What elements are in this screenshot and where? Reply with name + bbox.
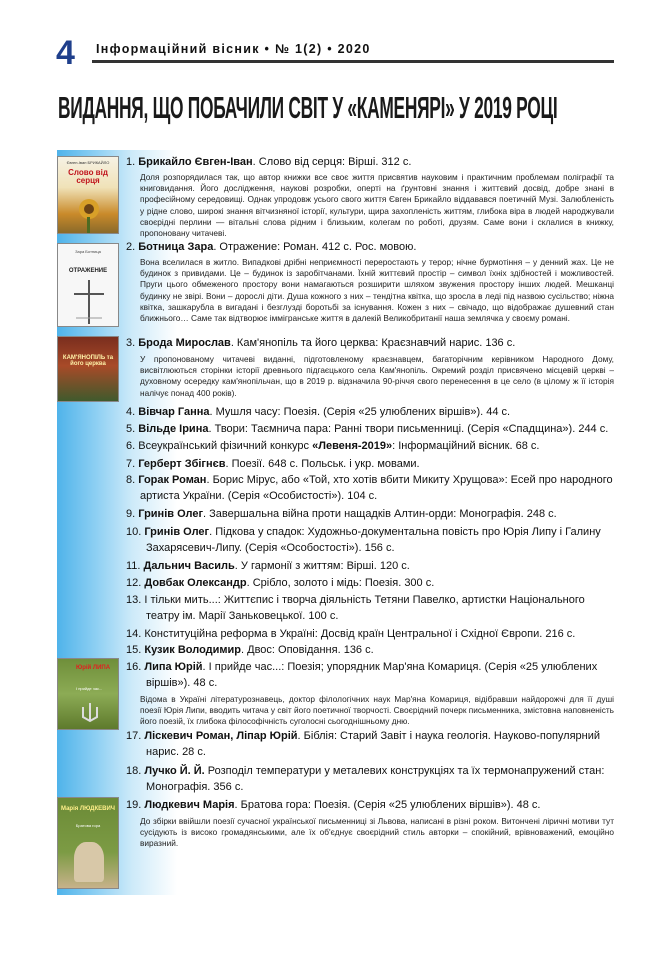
cover-author: Марія ЛЮДКЕВИЧ [61,806,115,812]
entry-2: 2. Ботница Зара. Отражение: Роман. 412 с. Рос. мовою. [126,241,417,253]
annotation-3: У пропонованому читачеві виданні, підготовленому краєзнавцем, багаторічним керівником Народного Дому, висвітлюються сторінки історії древнього підгаєцького села Кам'янопіль. Окремий розділ присвячено місцевій церкві – духовному осередку кам'янопільчан, що в 2019 р. відзначила 90-річчя свого перенесення в це село (в цілому ж її історія налічує понад 400 років). [140,354,614,398]
entry-3: 3. Брода Мирослав. Кам'янопіль та його церква: Краєзнавчий нарис. 136 с. [126,337,516,349]
journal-title: Інформаційний вісник • № 1(2) • 2020 [96,42,371,56]
cover-title: Слово від серця [68,168,108,186]
annotation-1: Доля розпорядилася так, що автор книжки все своє життя присвятив науковим і практичним проблемам поліграфії та книговидання. Його дослідження, наукові розробки, оперті на ґрунтовні знання і життєвий досвід, добре знані в професійному середовищі. Однак упродовж усього свого життя Євген Брикайло віддавався поетичній Музі. Залюбленість у рідне слово, широкі знання вітчизняної історії, культури, щира захопленість життям, глибока віра в людей народжували своєрідні перлини — вітальні слова рідним і близьким, колегам по роботі, друзям. Саме вони і склалися в книжку, пропоновану читачеві. [140,172,614,239]
book-cover-2 [57,243,119,327]
entry-7: 7. Герберт Збігнєв. Поезії. 648 с. Польськ. і укр. мовами. [126,458,420,470]
entry-13: 13. І тільки мить...: Життєпис і творча діяльність Тетяни Павелко, артистки Національного театру ім. Марії Заньковецької. 100 с. [126,594,585,622]
annotation-2: Вона вселилася в житло. Випадкові дрібні неприємності переростають у терор; нічне бурмотіння – у денний жах. Це не будинок з привидами. Це – будинок із заробітчанами. Їхній життєвий простір – символ їхніх здібностей і можливостей. Пруги цього обмеженого простору вони намагаються розширити шляхом звужения простору інших людей. Мешканці будинку не звірі. Вони – дорослі діти. Душа кожного з них – тендітна квітка, що зросла в леді під назвою сусільство; ніжна квітка, зашкарубла в вигадані і безглузді боротьбі за існування. Кожен з них – свічадо, що відображає душевний стан ближнього… Саме так відтворює іммігранське життя в далекій Великобританії наша землячка у своєму романі. [140,257,614,324]
book-cover-5 [57,797,119,889]
portrait-image [74,842,104,882]
entry-16: 16. Липа Юрій. І прийде час...: Поезія; упорядник Мар'яна Комариця. (Серія «25 улюблених віршів»). 48 с. [126,661,598,689]
entry-6: 6. Всеукраїнський фізичний конкурс «Левеня-2019»: Інформаційний вісник. 68 с. [126,440,540,452]
trident-emblem-icon [78,701,102,725]
entry-12: 12. Довбак Олександр. Срібло, золото і мідь: Поезія. 300 с. [126,577,435,589]
annotation-19: До збірки ввійшли поезії сучасної української письменниці зі Львова, написані в різні роком. Витончені ліричні мотиви тут сусідують із високо громадянськими, але їх об'єднує своєрідний стиль авторки – спокійний, врівноважений, емоційно виразний. [140,816,614,849]
cover-title: І прийде час... [76,686,103,691]
entry-9: 9. Гринів Олег. Завершальна війна проти нащадків Алтин-орди: Монографія. 248 с. [126,508,557,520]
entry-8: 8. Горак Роман. Борис Мірус, або «Той, хто хотів вбити Микиту Хрущова»: Есей про народного артиста України. (Серія «Особистості»). 104 с. [126,474,613,502]
entry-14: 14. Конституційна реформа в Україні: Досвід країн Центральної і Східної Європи. 216 с. [126,628,576,640]
entry-17: 17. Ліскевич Роман, Ліпар Юрій. Біблія: Старий Завіт і наука геологія. Науково-популярний нарис. 28 с. [126,730,601,758]
book-cover-4 [57,658,119,730]
entry-15: 15. Кузик Володимир. Двос: Оповідання. 136 с. [126,644,374,656]
page-title: ВИДАННЯ, ЩО ПОБАЧИЛИ СВІТ У «КАМЕНЯРІ» У 2019 РОЦІ [58,90,558,125]
entry-4: 4. Вівчар Ганна. Мушля часу: Поезія. (Серія «25 улюблених віршів»). 44 с. [126,406,511,418]
cover-title: КАМ'ЯНОПІЛЬ та його церква [62,355,114,368]
cross-figure-icon [68,278,110,326]
entry-11: 11. Дальнич Василь. У гармонії з життям: Вірші. 120 с. [126,560,410,572]
entry-10: 10. Гринів Олег. Підкова у спадок: Художньо-документальна повість про Юрія Липу і Галину Захарясевич-Липу. (Серія «Особостості»). 156 с. [126,526,601,554]
page-number: 4 [56,34,75,72]
cover-author: Євген-Іван БРИКАЙЛО [66,160,110,165]
header-rule [92,60,614,63]
cover-title: Братова гора [75,823,101,828]
book-cover-1 [57,156,119,234]
cover-author: Зара Ботница [75,249,101,254]
cover-title: ОТРАЖЕНИЕ [68,268,108,274]
sunflower-icon [66,189,112,233]
entry-19: 19. Людкевич Марія. Братова гора: Поезія. (Серія «25 улюблених віршів»). 48 с. [126,799,541,811]
cover-author: Юрій ЛИПА [76,665,111,671]
book-cover-3 [57,336,119,402]
entry-1: 1. Брикайло Євген-Іван. Слово від серця: Вірші. 312 с. [126,156,412,168]
entry-18: 18. Лучко Й. Й. Розподіл температури у металевих конструкціях та їх термонапружений стан: Монографія. 356 с. [126,765,605,793]
entry-5: 5. Вільде Ірина. Твори: Таємнича пара: Ранні твори письменниці. (Серія «Спадщина»). 244 с. [126,423,609,435]
annotation-16: Відома в Україні літературознавець, доктор філологічних наук Мар'яна Комариця, відібравши найдорожчі для її душі поезії Юрія Липи, вводить читача у світ його поетичної творчості. Своєрідний почерк письменника, змістовна наповненість його поезій, їх глибока філософічність суголосні сьогоднішньому дню. [140,694,614,727]
